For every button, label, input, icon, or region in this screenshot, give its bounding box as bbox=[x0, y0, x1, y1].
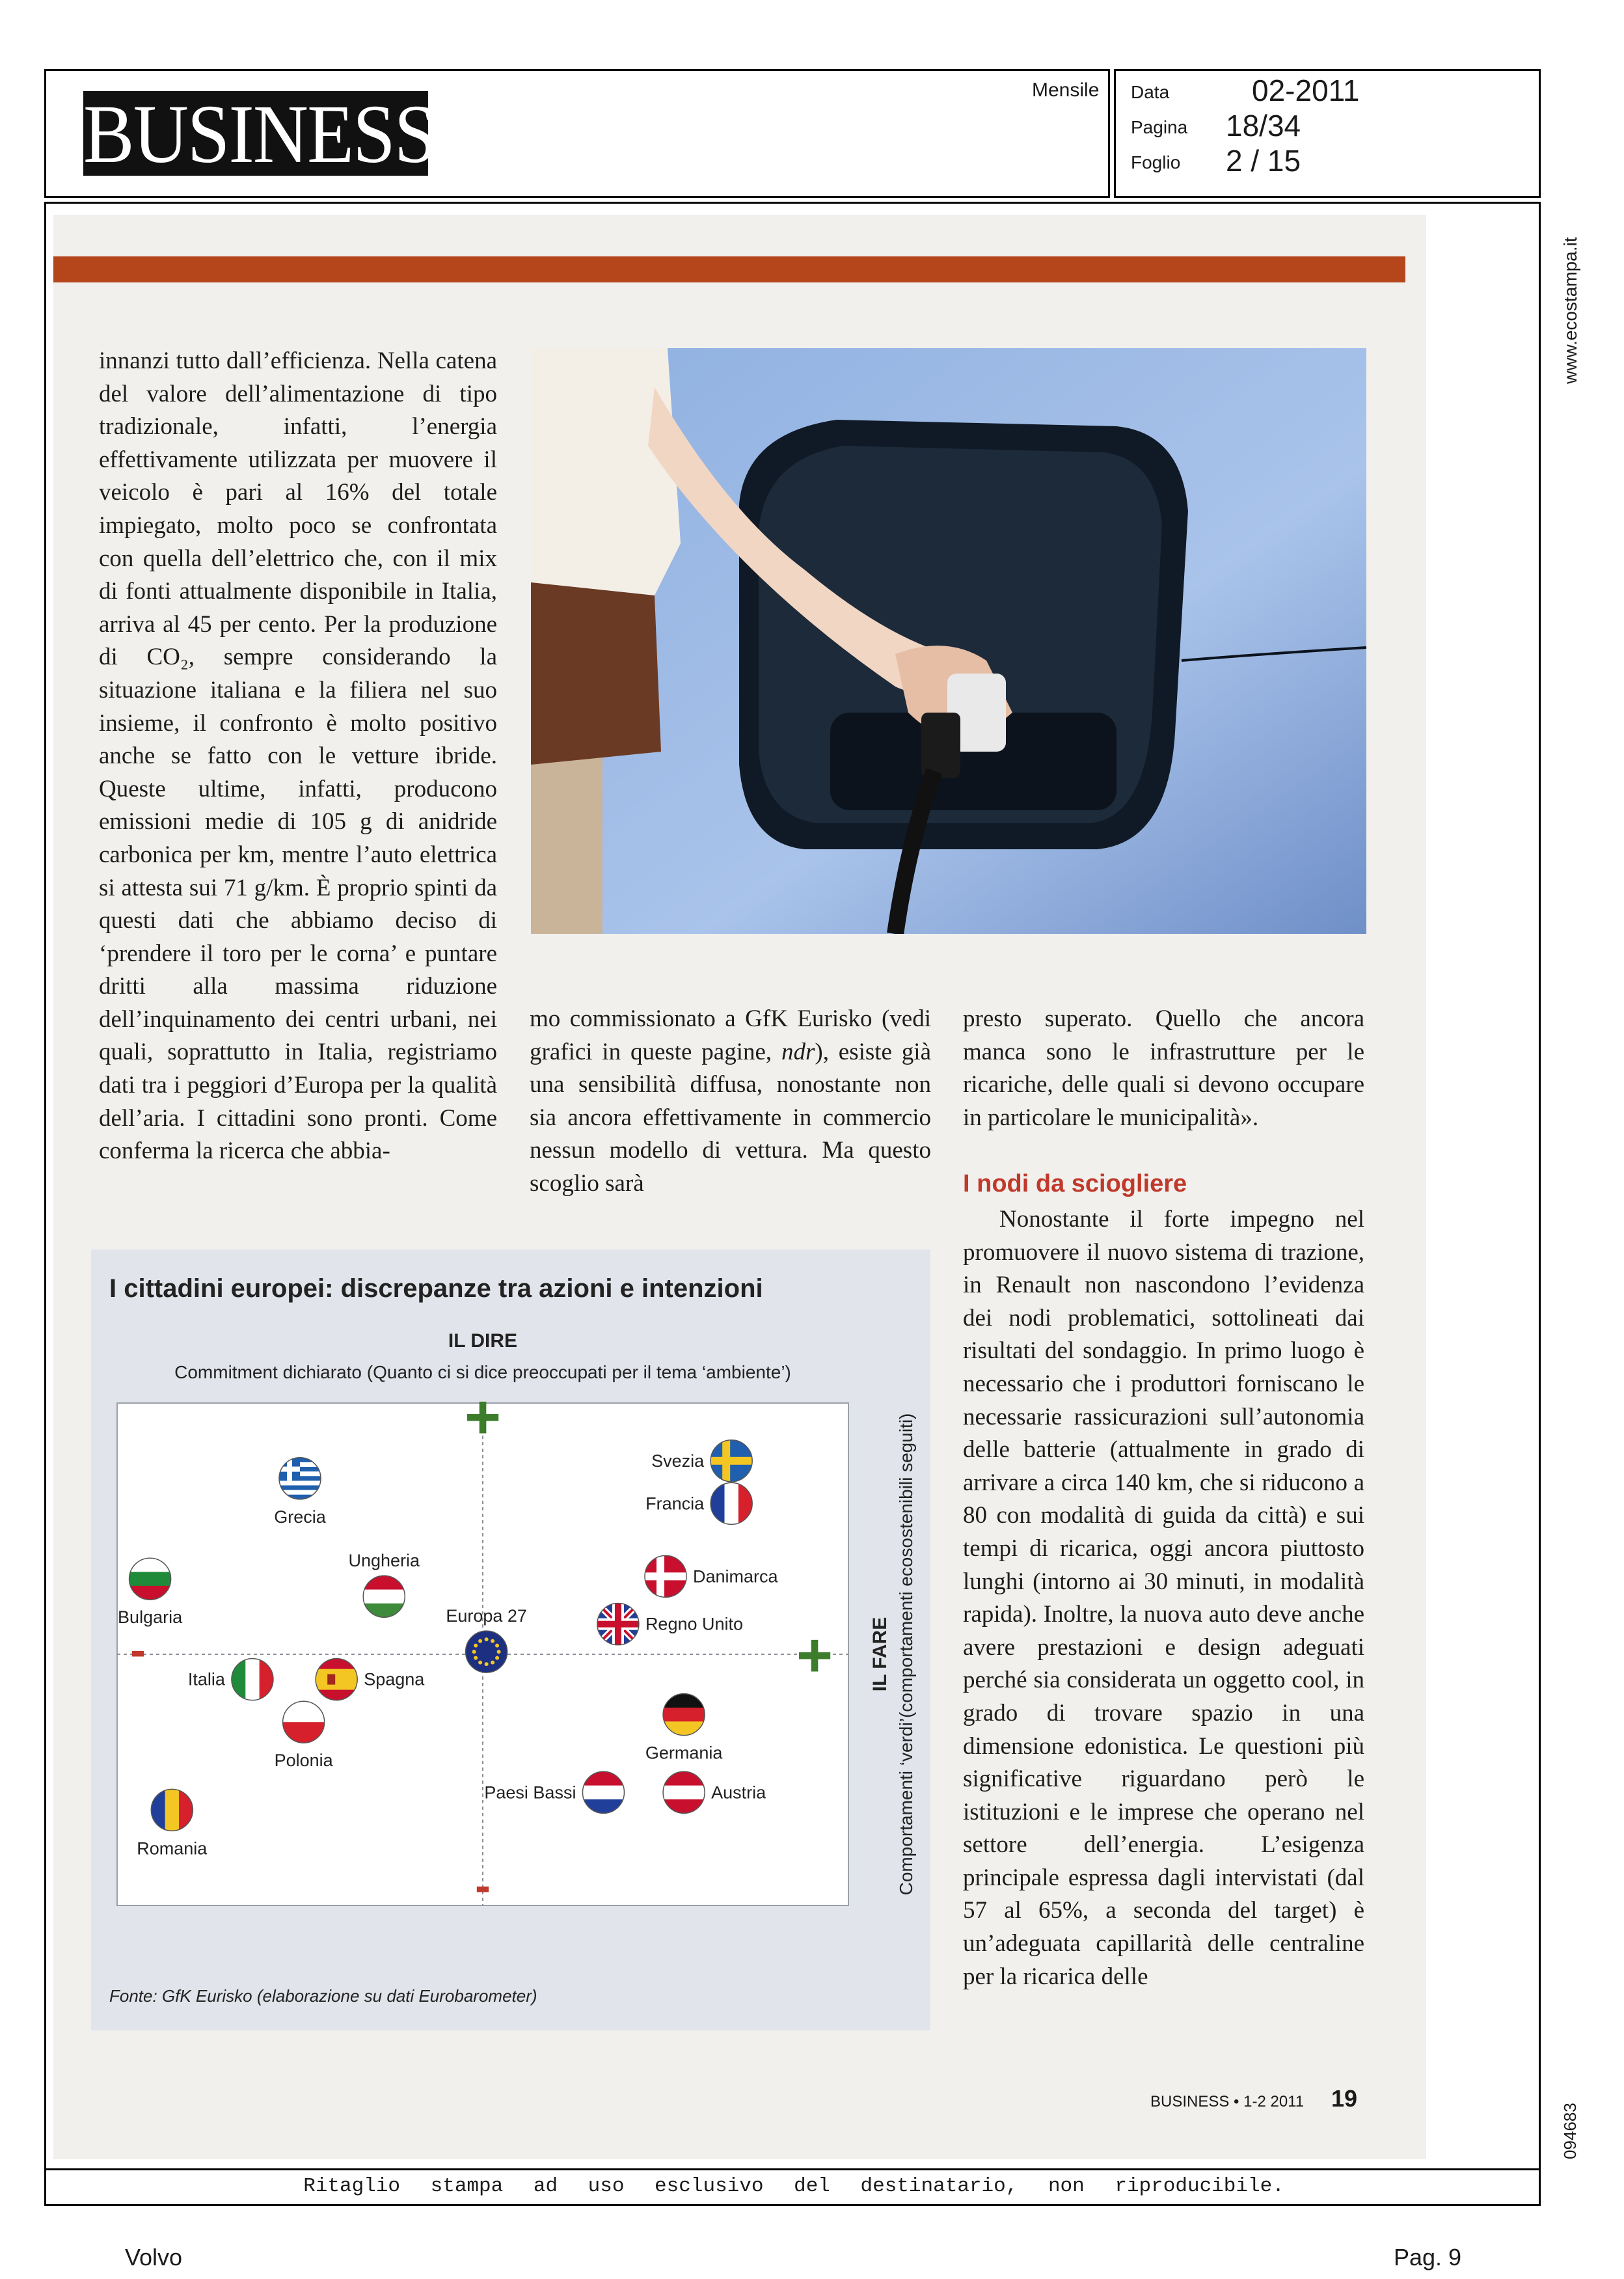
column-2-text-after: ), esiste già una sensibilità diffusa, nonostante non sia ancora effettivamente in commercio nessun modello di vettura. Ma questo scoglio sarà bbox=[530, 1038, 931, 1197]
article-column-3-continued bbox=[963, 1203, 1364, 1993]
ecostampa-url: www.ecostampa.it bbox=[1560, 237, 1580, 384]
column-2-ndr: ndr bbox=[781, 1038, 815, 1065]
point-label: Francia bbox=[645, 1494, 705, 1514]
newspaper-logo: BUSINESS bbox=[83, 88, 436, 180]
charging-photo bbox=[531, 348, 1366, 934]
article-column-3 bbox=[963, 1003, 1364, 1134]
subheading: I nodi da sciogliere bbox=[963, 1170, 1187, 1197]
meta-value-pagina: 18/34 bbox=[1226, 109, 1301, 143]
point-label: Polonia bbox=[274, 1751, 333, 1771]
column-3-text: presto superato. Quello che ancora manca sono le infrastrutture per le ricariche, delle quali si devono occupare in particolare le municipalità». bbox=[963, 1005, 1364, 1131]
chart-title: I cittadini europei: discrepanze tra azioni e intenzioni bbox=[109, 1274, 763, 1303]
point-label: Ungheria bbox=[348, 1551, 420, 1571]
meta-label-pagina: Pagina bbox=[1131, 117, 1188, 137]
side-axis-title: IL FARE bbox=[869, 1617, 891, 1692]
top-axis-subtitle: Commitment dichiarato (Quanto ci si dice preoccupati per il tema ‘ambiente’) bbox=[174, 1362, 791, 1382]
clipping-code: 094683 bbox=[1560, 2103, 1580, 2159]
point-label: Germania bbox=[645, 1743, 723, 1763]
column-1-text: innanzi tutto dall’efficienza. Nella catena del valore dell’alimentazione di tipo tradizionale, infatti, l’energia effettivamente utilizzata per muovere il veicolo è pari al 16% del totale impiegato, molto poco se confrontata con quella dell’elettrico che, con il mix di fonti attualmente disponibile in Italia, arriva al 45 per cento. Per la produzione di CO₂, sempre considerando la situazione italiana e la filiera nel suo insieme, il confronto è molto positivo anche se fatto con le vetture ibride. Queste ultime, infatti, producono emissioni medie di 105 g di anidride carbonica per km, mentre l’auto elettrica si attesta sui 71 g/km. È proprio spinti da questi dati che abbiamo deciso di ‘prendere il toro per le corna’ e puntare dritti alla massima riduzione dell’inquinamento dei centri urbani, nei quali, soprattutto in Italia, registriamo dati tra i peggiori d’Europa per la qualità dell’aria. I cittadini sono pronti. Come conferma la ricerca che abbia- bbox=[99, 348, 497, 1165]
meta-value-data: 02-2011 bbox=[1252, 74, 1360, 107]
magazine-page-number: 19 bbox=[1331, 2085, 1358, 2112]
point-label: Bulgaria bbox=[118, 1607, 183, 1628]
side-axis-subtitle: Comportamenti ‘verdi’(comportamenti ecosostenibili seguiti) bbox=[896, 1413, 916, 1896]
point-label: Grecia bbox=[274, 1507, 326, 1527]
point-label: Regno Unito bbox=[645, 1614, 744, 1634]
top-axis-title: IL DIRE bbox=[448, 1330, 518, 1352]
point-label: Paesi Bassi bbox=[484, 1782, 576, 1803]
point-label: Spagna bbox=[364, 1669, 425, 1689]
meta-label-data: Data bbox=[1131, 82, 1170, 102]
plus-right: + bbox=[796, 1620, 833, 1690]
point-label: Danimarca bbox=[693, 1566, 778, 1587]
column-2-text-before: mo commissionato a GfK Eurisko (vedi grafici in queste pagine, bbox=[530, 1005, 931, 1065]
minus-bottom: - bbox=[475, 1860, 491, 1912]
disclaimer-divider bbox=[44, 2168, 1541, 2170]
point-label: Italia bbox=[187, 1669, 225, 1689]
disclaimer: Ritaglio stampa ad uso esclusivo del destinatario, non riproducibile. bbox=[303, 2175, 1284, 2198]
point-label: Austria bbox=[711, 1782, 766, 1803]
point-label: Romania bbox=[137, 1838, 208, 1859]
point-label: Svezia bbox=[651, 1451, 705, 1471]
periodicity-label: Mensile bbox=[1032, 79, 1100, 101]
meta-label-foglio: Foglio bbox=[1131, 152, 1181, 172]
meta-value-foglio: 2 / 15 bbox=[1226, 144, 1301, 178]
page-indicator: Pag. 9 bbox=[1394, 2244, 1462, 2271]
chart-source: Fonte: GfK Eurisko (elaborazione su dati Eurobarometer) bbox=[109, 1986, 537, 2006]
point-label: Europa 27 bbox=[446, 1606, 527, 1626]
chart bbox=[91, 1249, 930, 2030]
article-column-2 bbox=[530, 1003, 931, 1201]
plus-top: + bbox=[464, 1382, 502, 1452]
column-3b-text: Nonostante il forte impegno nel promuovere il nuovo sistema di trazione, in Renault non nascondono l’evidenza dei nodi problematici, sottolineati dai risultati del sondaggio. In primo luogo è necessario che i produttori forniscano le necessarie rassicurazioni sull’autonomia delle batterie (attualmente in grado di arrivare a circa 140 km, che si riducono a 80 con modalità di guida da città) e sui tempi di ricarica, oggi ancora piuttosto lunghi (intorno ai 30 minuti, in modalità rapida). Inoltre, la nuova auto deve anche avere prestazioni e design adeguati perché sia considerata un oggetto cool, in grado di trovare spazio in una dimensione edonistica. Le questioni più significative riguardano però le istituzioni e le imprese che operano nel settore dell’energia. L’esigenza principale espressa dagli intervistati (dal 57 al 65%, a seconda del target) è un’adeguata capillarità delle centraline per la ricarica delle bbox=[963, 1206, 1364, 1990]
section-accent-bar bbox=[53, 256, 1405, 282]
issue-label: BUSINESS • 1-2 2011 bbox=[1150, 2093, 1305, 2110]
client-name: Volvo bbox=[125, 2244, 183, 2271]
minus-left: - bbox=[130, 1624, 146, 1676]
article-column-1 bbox=[99, 345, 497, 1168]
